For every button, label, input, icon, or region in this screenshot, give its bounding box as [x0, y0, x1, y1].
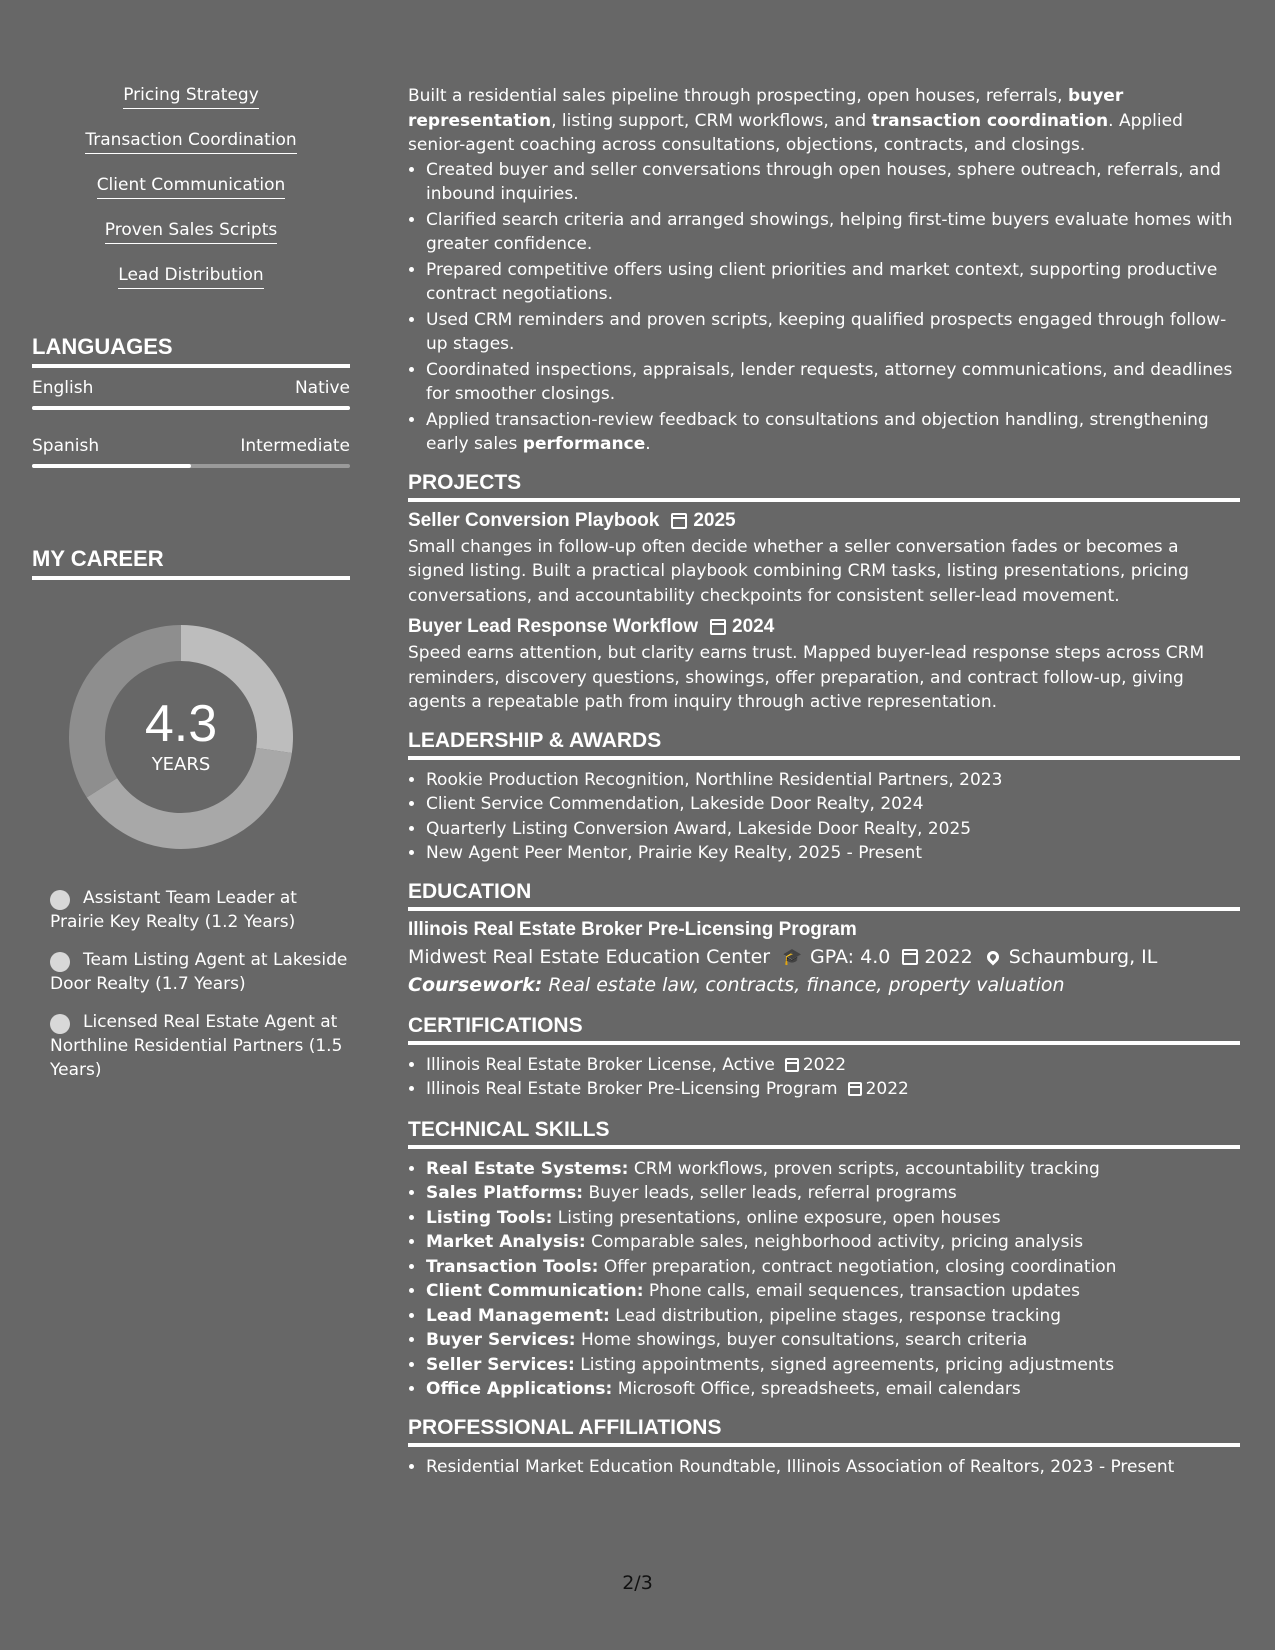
list-item: • Residential Market Education Roundtable, Illinois Association of Realtors, 2023 - Present	[426, 1455, 1240, 1480]
project-item	[408, 510, 1240, 609]
career-donut-chart	[66, 622, 296, 852]
language-item	[32, 436, 350, 468]
list-item: • Lead Management: Lead distribution, pipeline stages, response tracking	[426, 1304, 1240, 1329]
language-name: English	[32, 378, 94, 398]
career-heading: MY CAREER	[32, 546, 350, 580]
location-pin-icon	[984, 948, 1001, 965]
list-item: • Illinois Real Estate Broker License, Active 2022	[426, 1053, 1240, 1078]
language-item	[32, 378, 350, 410]
education-program: Illinois Real Estate Broker Pre-Licensing Program	[408, 918, 857, 940]
project-year: 2024	[732, 616, 775, 637]
affiliations-list	[408, 1455, 1240, 1480]
education-location: Schaumburg, IL	[1008, 945, 1158, 968]
languages-heading: LANGUAGES	[32, 334, 350, 368]
career-item: Assistant Team Leader at Prairie Key Realty (1.2 Years)	[50, 888, 297, 932]
bullet-dot-icon	[50, 952, 70, 972]
list-item: • Rookie Production Recognition, Northline Residential Partners, 2023	[426, 768, 1240, 793]
bullet-dot-icon	[50, 1014, 70, 1034]
education-year: 2022	[924, 945, 973, 968]
calendar-icon	[785, 1058, 799, 1072]
career-section	[32, 546, 350, 1082]
list-item: • Real Estate Systems: CRM workflows, proven scripts, accountability tracking	[426, 1157, 1240, 1182]
project-description: Speed earns attention, but clarity earns trust. Mapped buyer-lead response steps across CRM reminders, discovery questions, showings, offer preparation, and contract follow-up, giving agents a repeatable path from inquiry through active representation.	[408, 643, 1205, 712]
awards-heading: LEADERSHIP & AWARDS	[408, 729, 1240, 760]
career-list	[32, 886, 350, 1082]
calendar-icon	[671, 513, 687, 529]
calendar-icon	[848, 1082, 862, 1096]
career-donut-center	[66, 696, 296, 775]
language-level-bar	[32, 406, 350, 410]
list-item: • Listing Tools: Listing presentations, online exposure, open houses	[426, 1206, 1240, 1231]
list-item: • Seller Services: Listing appointments, signed agreements, pricing adjustments	[426, 1353, 1240, 1378]
language-level-fill	[32, 464, 191, 468]
left-column	[32, 84, 350, 1096]
technical-skills-list	[408, 1157, 1240, 1402]
list-item: • Client Service Commendation, Lakeside Door Realty, 2024	[426, 792, 1240, 817]
skill-tag: Pricing Strategy	[32, 84, 350, 110]
language-level: Intermediate	[240, 436, 350, 456]
career-years-unit: YEARS	[151, 754, 211, 775]
right-column	[408, 84, 1240, 1479]
list-item: • Sales Platforms: Buyer leads, seller leads, referral programs	[426, 1181, 1240, 1206]
education-meta	[408, 946, 1240, 968]
experience-intro: Built a residential sales pipeline through prospecting, open houses, referrals, buyer representation, listing support, CRM workflows, and transaction coordination. Applied senior-agent coaching across consultations, objections, contracts, and closings.	[408, 86, 1183, 155]
awards-list	[408, 768, 1240, 866]
language-level: Native	[294, 378, 350, 398]
education-gpa: GPA: 4.0	[810, 945, 891, 968]
education-heading: EDUCATION	[408, 880, 1240, 911]
list-item: • Market Analysis: Comparable sales, neighborhood activity, pricing analysis	[426, 1230, 1240, 1255]
career-total-years: 4.3	[144, 695, 218, 753]
project-title: Seller Conversion Playbook	[408, 509, 660, 531]
project-title: Buyer Lead Response Workflow	[408, 616, 698, 637]
education-item	[408, 919, 1240, 996]
list-item: • Used CRM reminders and proven scripts, keeping qualified prospects engaged through follow-up stages.	[426, 308, 1240, 357]
affiliations-heading: PROFESSIONAL AFFILIATIONS	[408, 1416, 1240, 1447]
language-level-bar	[32, 464, 350, 468]
bullet-dot-icon	[50, 890, 70, 910]
languages-section	[32, 334, 350, 468]
project-description: Small changes in follow-up often decide whether a seller conversation fades or becomes a signed listing. Built a practical playbook combining CRM tasks, listing presentations, pricing conversations, and accountability checkpoints for consistent seller-lead movement.	[408, 536, 1189, 606]
skill-tag: Proven Sales Scripts	[32, 219, 350, 245]
list-item: • Applied transaction-review feedback to consultations and objection handling, strengthening early sales performance.	[426, 408, 1240, 457]
skill-tag: Client Communication	[32, 174, 350, 200]
language-level-fill	[32, 406, 350, 410]
list-item: • New Agent Peer Mentor, Prairie Key Realty, 2025 - Present	[426, 841, 1240, 866]
skill-tag: Transaction Coordination	[32, 129, 350, 155]
experience-bullets	[408, 158, 1240, 457]
technical-skills-heading: TECHNICAL SKILLS	[408, 1118, 1240, 1149]
education-school: Midwest Real Estate Education Center	[408, 945, 771, 968]
career-item: Team Listing Agent at Lakeside Door Realty (1.7 Years)	[50, 950, 348, 994]
list-item: • Created buyer and seller conversations through open houses, sphere outreach, referrals, and inbound inquiries.	[426, 158, 1240, 207]
projects-heading: PROJECTS	[408, 471, 1240, 502]
skill-tag: Lead Distribution	[32, 264, 350, 290]
project-item	[408, 616, 1240, 715]
graduation-cap-icon: 🎓	[782, 947, 803, 966]
certifications-list	[408, 1053, 1240, 1102]
list-item: • Transaction Tools: Offer preparation, contract negotiation, closing coordination	[426, 1255, 1240, 1280]
education-coursework: Coursework: Real estate law, contracts, finance, property valuation	[408, 973, 1065, 996]
language-name: Spanish	[32, 436, 100, 456]
skill-tags	[32, 84, 350, 290]
list-item: • Client Communication: Phone calls, email sequences, transaction updates	[426, 1279, 1240, 1304]
project-year: 2025	[693, 509, 736, 531]
list-item: • Coordinated inspections, appraisals, lender requests, attorney communications, and deadlines for smoother closings.	[426, 358, 1240, 407]
certifications-heading: CERTIFICATIONS	[408, 1014, 1240, 1045]
list-item: • Prepared competitive offers using client priorities and market context, supporting productive contract negotiations.	[426, 258, 1240, 307]
list-item: • Clarified search criteria and arranged showings, helping first-time buyers evaluate homes with greater confidence.	[426, 208, 1240, 257]
career-item: Licensed Real Estate Agent at Northline Residential Partners (1.5 Years)	[50, 1012, 343, 1080]
calendar-icon	[710, 619, 726, 635]
page-number: 2/3	[622, 1572, 653, 1594]
list-item: • Illinois Real Estate Broker Pre-Licensing Program 2022	[426, 1077, 1240, 1102]
calendar-icon	[902, 949, 918, 965]
list-item: • Buyer Services: Home showings, buyer consultations, search criteria	[426, 1328, 1240, 1353]
list-item: • Quarterly Listing Conversion Award, Lakeside Door Realty, 2025	[426, 817, 1240, 842]
list-item: • Office Applications: Microsoft Office, spreadsheets, email calendars	[426, 1377, 1240, 1402]
